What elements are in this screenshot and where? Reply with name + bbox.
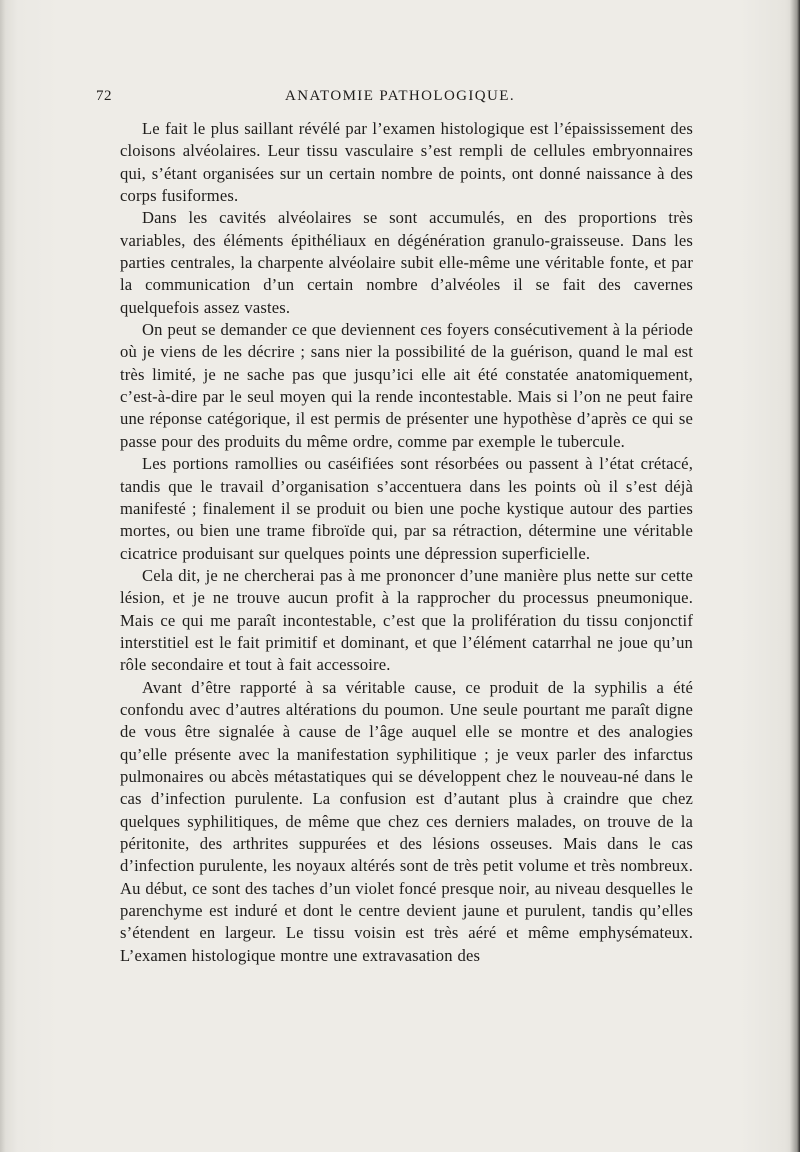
page-edge-shadow [790, 0, 800, 1152]
page-number: 72 [96, 88, 112, 104]
running-head: ANATOMIE PATHOLOGIQUE. [285, 88, 515, 104]
paragraph-6: Avant d’être rapporté à sa véritable cause, ce produit de la syphilis a été confondu avec d’autres altérations du poumon. Une seule pourtant me paraît digne de vous être signalée à cause de l’âge auquel elle se montre et des analogies qu’elle présente avec la manifestation syphilitique ; je veux parler des infarctus pulmonaires ou abcès métastatiques qui se développent chez le nouveau-né dans le cas d’infection purulente. La confusion est d’autant plus à craindre que chez quelques syphilitiques, de même que chez ces derniers malades, on trouve de la péritonite, des arthrites suppurées et des lésions osseuses. Mais dans le cas d’infection purulente, les noyaux altérés sont de très petit volume et très nombreux. Au début, ce sont des taches d’un violet foncé presque noir, au niveau desquelles le parenchyme est induré et dont le centre devient jaune et purulent, tandis qu’elles s’étendent en largeur. Le tissu voisin est très aéré et même emphysémateux. L’examen histologique montre une extravasation des [120, 677, 693, 965]
paragraph-5: Cela dit, je ne chercherai pas à me prononcer d’une manière plus nette sur cette lésion, et je ne trouve aucun profit à la rapprocher du processus pneumonique. Mais ce qui me paraît incontestable, c’est que la prolifération du tissu conjonctif interstitiel est le fait primitif et dominant, et que l’élément catarrhal ne joue qu’un rôle secondaire et tout à fait accessoire. [120, 565, 693, 675]
page-gutter-shadow [0, 0, 6, 1152]
page-header [0, 88, 800, 112]
paragraph-4: Les portions ramollies ou caséifiées sont résorbées ou passent à l’état crétacé, tandis que le travail d’organisation s’accentuera dans les points où il s’est déjà manifesté ; finalement il se produit ou bien une poche kystique autour des parties mortes, ou bien une trame fibroïde qui, par sa rétraction, détermine une véritable cicatrice produisant sur quelques points une dépression superficielle. [120, 454, 693, 563]
paragraph-1: Le fait le plus saillant révélé par l’examen histologique est l’épaississement des cloisons alvéolaires. Leur tissu vasculaire s’est rempli de cellules embryonnaires qui, s’étant organisées sur un certain nombre de points, ont donné naissance à des corps fusiformes. [120, 119, 693, 206]
paragraph-2: Dans les cavités alvéolaires se sont accumulés, en des proportions très variables, des éléments épithéliaux en dégénération granulo-graisseuse. Dans les parties centrales, la charpente alvéolaire subit elle-même une véritable fonte, et par la communication d’un certain nombre d’alvéoles il se fait des cavernes quelquefois assez vastes. [120, 208, 693, 317]
body-text [120, 118, 693, 967]
paragraph-3: On peut se demander ce que deviennent ces foyers consécutivement à la période où je viens de les décrire ; sans nier la possibilité de la guérison, quand le mal est très limité, je ne sache pas que jusqu’ici elle ait été constatée anatomiquement, c’est-à-dire par le seul moyen qui la rende incontestable. Mais si l’on ne peut faire une réponse catégorique, il est permis de présenter une hypothèse d’après ce qui se passe pour des produits du même ordre, comme par exemple le tubercule. [120, 320, 693, 451]
